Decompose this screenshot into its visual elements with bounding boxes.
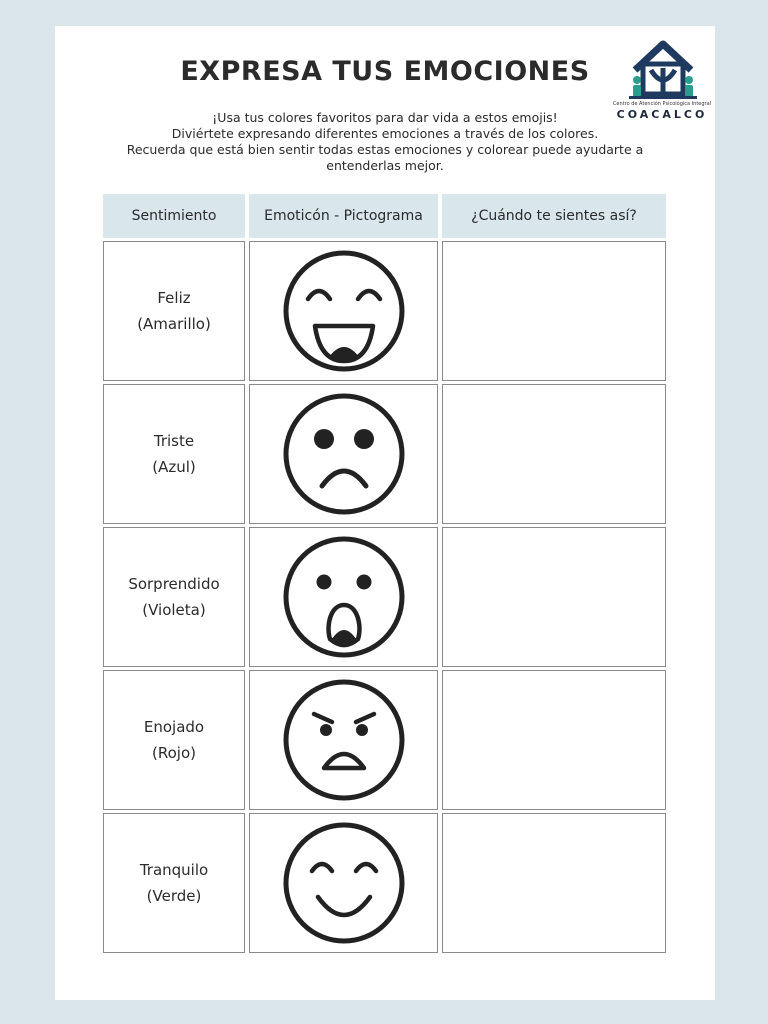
page-title: EXPRESA TUS EMOCIONES xyxy=(180,56,590,87)
row-emoji-feliz xyxy=(249,241,438,381)
answer-cell-feliz[interactable] xyxy=(442,241,666,381)
row-label-enojado xyxy=(103,670,245,810)
header-pictograma: Emoticón - Pictograma xyxy=(249,194,438,238)
intro-line: entenderlas mejor. xyxy=(326,158,444,173)
emotion-color: (Azul) xyxy=(152,458,196,476)
row-emoji-enojado xyxy=(249,670,438,810)
row-label-triste xyxy=(103,384,245,524)
header-cuando: ¿Cuándo te sientes así? xyxy=(442,194,666,238)
logo-caption: Centro de Atención Psicológica Integral xyxy=(612,101,712,107)
sad-face-icon xyxy=(282,392,406,516)
emotion-name: Enojado xyxy=(143,718,205,736)
intro-text xyxy=(95,110,675,174)
row-label-feliz xyxy=(103,241,245,381)
answer-cell-triste[interactable] xyxy=(442,384,666,524)
header-sentimiento: Sentimiento xyxy=(103,194,245,238)
row-label-sorprendido xyxy=(103,527,245,667)
answer-cell-enojado[interactable] xyxy=(442,670,666,810)
row-label-tranquilo xyxy=(103,813,245,953)
happy-face-icon xyxy=(282,249,406,373)
angry-face-icon xyxy=(282,678,406,802)
emotion-color: (Verde) xyxy=(146,887,202,905)
emotion-color: (Rojo) xyxy=(152,744,196,762)
emotion-name: Sorprendido xyxy=(128,575,220,593)
emotion-name: Tranquilo xyxy=(139,861,209,879)
row-emoji-triste xyxy=(249,384,438,524)
answer-cell-sorprendido[interactable] xyxy=(442,527,666,667)
row-emoji-tranquilo xyxy=(249,813,438,953)
logo-brand: COACALCO xyxy=(616,108,708,121)
emotion-name: Triste xyxy=(153,432,195,450)
emotion-color: (Violeta) xyxy=(142,601,206,619)
calm-face-icon xyxy=(282,821,406,945)
emotion-name: Feliz xyxy=(157,289,191,307)
answer-cell-tranquilo[interactable] xyxy=(442,813,666,953)
worksheet xyxy=(55,26,715,1000)
intro-line: Recuerda que está bien sentir todas estas emociones y colorear puede ayudarte a xyxy=(126,142,644,157)
surprised-face-icon xyxy=(282,535,406,659)
emotion-color: (Amarillo) xyxy=(137,315,211,333)
row-emoji-sorprendido xyxy=(249,527,438,667)
intro-line: ¡Usa tus colores favoritos para dar vida a estos emojis! xyxy=(212,110,558,125)
intro-line: Diviértete expresando diferentes emociones a través de los colores. xyxy=(171,126,599,141)
